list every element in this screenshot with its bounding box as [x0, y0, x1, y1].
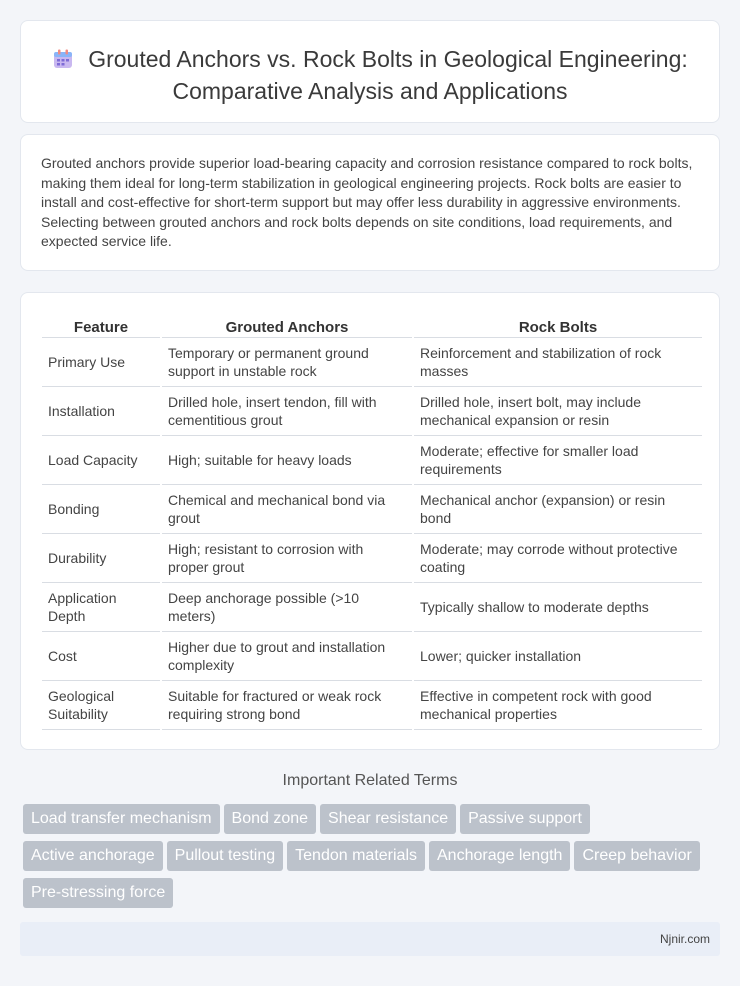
related-term-tag[interactable]: Active anchorage: [23, 841, 163, 871]
related-term-tag[interactable]: Passive support: [460, 804, 590, 834]
feature-cell: Cost: [42, 632, 160, 681]
table-row: [42, 436, 702, 485]
feature-cell: Application Depth: [42, 583, 160, 632]
rock-bolts-cell: Lower; quicker installation: [414, 632, 702, 681]
grouted-anchors-cell: High; resistant to corrosion with proper grout: [162, 534, 412, 583]
grouted-anchors-cell: Drilled hole, insert tendon, fill with cementitious grout: [162, 387, 412, 436]
table-row: [42, 583, 702, 632]
rock-bolts-cell: Mechanical anchor (expansion) or resin bond: [414, 485, 702, 534]
feature-cell: Installation: [42, 387, 160, 436]
related-term-tag[interactable]: Creep behavior: [574, 841, 699, 871]
related-term-tag[interactable]: Bond zone: [224, 804, 317, 834]
comparison-table-card: [20, 292, 720, 750]
comparison-table: [40, 313, 704, 730]
feature-cell: Geological Suitability: [42, 681, 160, 730]
rock-bolts-cell: Drilled hole, insert bolt, may include mechanical expansion or resin: [414, 387, 702, 436]
rock-bolts-cell: Moderate; may corrode without protective coating: [414, 534, 702, 583]
table-row: [42, 632, 702, 681]
table-row: [42, 338, 702, 387]
page-title: [21, 43, 719, 107]
table-row: [42, 485, 702, 534]
related-term-tag[interactable]: Load transfer mechanism: [23, 804, 220, 834]
grouted-anchors-cell: Suitable for fractured or weak rock requiring strong bond: [162, 681, 412, 730]
feature-cell: Load Capacity: [42, 436, 160, 485]
table-row: [42, 387, 702, 436]
related-term-tag[interactable]: Tendon materials: [287, 841, 425, 871]
summary-text: Grouted anchors provide superior load-bearing capacity and corrosion resistance compared to rock bolts, making them ideal for long-term stabilization in geological engineering projects. Rock bolts are easier to install and cost-effective for short-term support but may offer less durability in aggressive environments. Selecting between grouted anchors and rock bolts depends on site conditions, load requirements, and expected service life.: [41, 155, 693, 250]
rock-bolts-cell: Effective in competent rock with good mechanical properties: [414, 681, 702, 730]
rock-bolts-cell: Typically shallow to moderate depths: [414, 583, 702, 632]
header-grouted-anchors: Grouted Anchors: [162, 313, 412, 338]
header-rock-bolts: Rock Bolts: [414, 313, 702, 338]
related-term-tag[interactable]: Anchorage length: [429, 841, 570, 871]
page-title-text: Grouted Anchors vs. Rock Bolts in Geological Engineering: Comparative Analysis and Applications: [88, 46, 688, 104]
grouted-anchors-cell: Higher due to grout and installation complexity: [162, 632, 412, 681]
footer: [20, 922, 720, 956]
summary-card: [20, 134, 720, 271]
related-terms-list: [23, 804, 723, 915]
grouted-anchors-cell: Temporary or permanent ground support in unstable rock: [162, 338, 412, 387]
header-feature: Feature: [42, 313, 160, 338]
feature-cell: Durability: [42, 534, 160, 583]
related-term-tag[interactable]: Pre-stressing force: [23, 878, 173, 908]
rock-bolts-cell: Reinforcement and stabilization of rock masses: [414, 338, 702, 387]
title-card: [20, 20, 720, 123]
grouted-anchors-cell: Chemical and mechanical bond via grout: [162, 485, 412, 534]
rock-bolts-cell: Moderate; effective for smaller load requirements: [414, 436, 702, 485]
related-term-tag[interactable]: Shear resistance: [320, 804, 456, 834]
calendar-icon: [52, 46, 74, 68]
feature-cell: Bonding: [42, 485, 160, 534]
table-row: [42, 534, 702, 583]
grouted-anchors-cell: Deep anchorage possible (>10 meters): [162, 583, 412, 632]
footer-site-link[interactable]: Njnir.com: [659, 932, 710, 946]
table-header-row: [42, 313, 702, 338]
table-row: [42, 681, 702, 730]
related-terms-heading: Important Related Terms: [282, 772, 458, 789]
related-term-tag[interactable]: Pullout testing: [167, 841, 284, 871]
grouted-anchors-cell: High; suitable for heavy loads: [162, 436, 412, 485]
feature-cell: Primary Use: [42, 338, 160, 387]
